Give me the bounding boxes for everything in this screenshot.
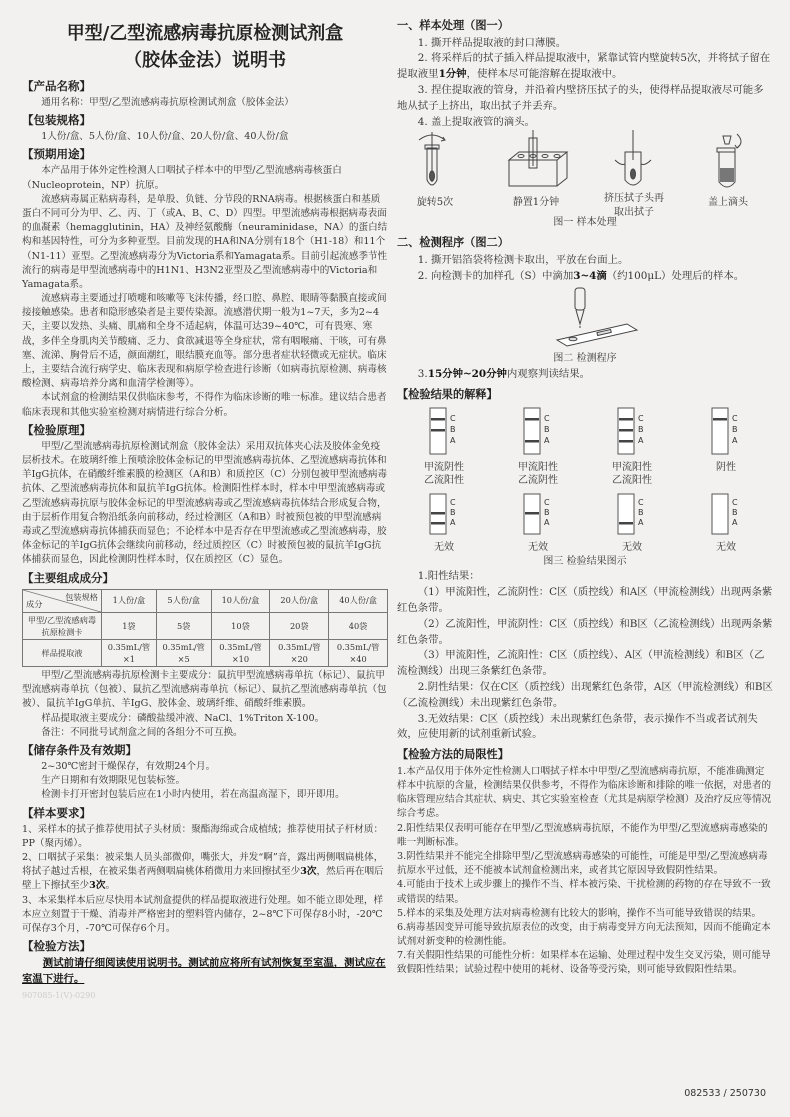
figure-2-drawing xyxy=(397,284,773,352)
figure-2-caption: 图二 检测程序 xyxy=(553,353,617,365)
strip-letter-b: B xyxy=(544,424,550,434)
result-strip-invalid xyxy=(498,492,578,555)
strip-letter-c: C xyxy=(732,413,738,423)
sample-item-2 xyxy=(22,851,388,894)
row-name: 甲型/乙型流感病毒抗原检测卡 xyxy=(23,612,102,639)
result-label: 无效 xyxy=(622,542,642,554)
proc-step-2-text: 2. 将采样后的拭子插入样品提取液中，紧靠试管内壁旋转5次，并将拭子留在提取液里 xyxy=(397,52,771,81)
strip-letter-a: A xyxy=(544,517,550,527)
col-header: 20人份/盒 xyxy=(270,589,329,612)
procedure-step-3-num: 3. xyxy=(417,368,428,381)
result-label: 无效 xyxy=(716,542,736,554)
strip-letter-c: C xyxy=(638,497,644,507)
procedure-step-3 xyxy=(397,367,773,383)
strip-letter-b: B xyxy=(450,507,456,517)
strip-icon xyxy=(612,492,652,536)
components-heading: 【主要组成成分】 xyxy=(22,570,114,585)
invalid-result: 3.无效结果：C区（质控线）未出现紫红色条带，表示操作不当或者试剂失效，应使用新的试剂重新试验。 xyxy=(397,712,758,741)
cell: 0.35mL/管×10 xyxy=(211,639,270,666)
document-title xyxy=(22,20,388,74)
tube-rotate-icon xyxy=(419,132,445,185)
proc-step-2-bold: 1分钟 xyxy=(438,68,467,81)
result-label: 无效 xyxy=(434,542,454,554)
strip-icon xyxy=(518,492,558,536)
sample-item-2-text-b: ，然后再在咽后壁上下擦拭至少 xyxy=(22,866,384,892)
results-figure-row-1 xyxy=(397,406,773,488)
strip-letter-b: B xyxy=(450,424,456,434)
limitations-heading: 【检验方法的局限性】 xyxy=(397,748,509,762)
tube-rack-icon xyxy=(509,130,567,186)
sample-item-2-bold-b: 3次 xyxy=(89,880,106,892)
cell: 10袋 xyxy=(211,612,270,639)
method-heading: 【检验方法】 xyxy=(22,939,91,954)
limitation-item: 2.阳性结果仅表明可能存在甲型/乙型流感病毒抗原，不能作为甲型/乙型流感病毒感染的唯一判断标准。 xyxy=(397,822,768,848)
product-name-text: 通用名称：甲型/乙型流感病毒抗原检测试剂盒（胶体金法） xyxy=(41,97,294,109)
cell: 0.35mL/管×5 xyxy=(156,639,211,666)
intended-use-heading: 【预期用途】 xyxy=(22,147,91,162)
result-label: 甲流阳性 乙流阳性 xyxy=(612,461,652,487)
procedure-heading: 二、检测程序（图二） xyxy=(397,236,509,250)
result-label: 甲流阳性 乙流阴性 xyxy=(518,461,558,487)
strip-icon xyxy=(424,406,464,456)
strip-letter-c: C xyxy=(732,497,738,507)
strip-icon xyxy=(518,406,558,456)
faded-code: 907085-1(V)-0290 xyxy=(22,990,96,1000)
procedure-step-2-bold: 3~4滴 xyxy=(573,269,607,282)
cell: 5袋 xyxy=(156,612,211,639)
result-label: 阴性 xyxy=(716,461,736,473)
strip-letter-b: B xyxy=(638,424,644,434)
strip-letter-a: A xyxy=(450,517,456,527)
proc-step-4: 4. 盖上提取液管的滴头。 xyxy=(417,115,535,128)
package-heading: 【包装规格】 xyxy=(22,113,91,128)
limitation-item: 7.有关假阳性结果的可能性分析：如果样本在运输、处理过程中发生交叉污染，则可能导致假阳性结果；试验过程中使用的耗材、设备等受污染，则可能导致假阳性结果。 xyxy=(397,950,771,976)
components-p3: 备注：不同批号试剂盒之间的各组分不可互换。 xyxy=(41,726,243,738)
col-header: 40人份/盒 xyxy=(329,589,388,612)
negative-result: 2.阴性结果：仅在C区（质控线）出现紫红色条带，A区（甲流检测线）和B区（乙流检测线）未出现紫红色条带。 xyxy=(397,681,773,709)
results-figure-row-2 xyxy=(397,492,773,555)
cell: 20袋 xyxy=(270,612,329,639)
strip-letter-c: C xyxy=(638,413,644,423)
storage-l1: 2~30℃密封干燥保存，有效期24个月。 xyxy=(41,761,216,773)
sample-heading: 【样本要求】 xyxy=(22,805,91,820)
procedure-step-1: 1. 撕开铝箔袋将检测卡取出，平放在台面上。 xyxy=(417,253,629,266)
positive-heading: 1.阳性结果： xyxy=(417,570,480,583)
figure-1 xyxy=(397,130,773,222)
strip-letter-c: C xyxy=(544,497,550,507)
diag-bottom-label: 成分 xyxy=(26,599,43,610)
storage-l3: 检测卡打开密封包装后应在1小时内使用，若在高温高湿下，即开即用。 xyxy=(41,789,345,801)
proc-step-2 xyxy=(397,51,773,83)
table-row xyxy=(23,639,388,666)
intended-use-p4: 本试剂盒的检测结果仅供临床参考，不得作为临床诊断的唯一标准。建议结合患者临床表现和其他实验室检测对病情进行综合分析。 xyxy=(22,392,387,418)
intended-use-p2: 流感病毒属正粘病毒科，是单股、负链、分节段的RNA病毒。根据核蛋白和基质蛋白不同可分为甲、乙、丙、丁（或A、B、C、D）四型。甲型流感病毒根据病毒表面的血凝素（hemagglutinin，HA）及神经氨酸酶（neuraminidase，NA）的蛋白结构和基因特性，可分为多种亚型。目前发现的HA和NA分别有18个（H1-18）和11个（N1-11）亚型。乙型流感病毒分为Victoria系和Yamagata系。目前引起流感季节性流行的病毒是甲型流感病毒中的H1N1、H3N2亚型及乙型流感病毒中的Victoria和Yamagata系。 xyxy=(22,193,388,290)
intended-use-p1: 本产品用于体外定性检测人口咽拭子样本中的甲型/乙型流感病毒核蛋白（Nucleoprotein，NP）抗原。 xyxy=(22,165,342,191)
positive-2: （2）乙流阳性，甲流阴性：C区（质控线）和B区（乙流检测线）出现两条紫红色条带。 xyxy=(397,617,773,646)
strip-letter-b: B xyxy=(638,507,644,517)
sample-item-3: 3、本采集样本后应尽快用本试剂盒提供的样品提取液进行处理。如不能立即处理，样本应立刻置于干燥、消毒并严格密封的塑料管内储存，2~8℃下可保存8小时，-20℃可保存3个月，-70℃可保存6个月。 xyxy=(22,894,384,934)
limitation-item: 3.阴性结果并不能完全排除甲型/乙型流感病毒感染的可能性，可能是甲型/乙型流感病毒抗原水平过低，还不能被本试剂盒检测出来，或者其它原因导致假阴性结果。 xyxy=(397,850,768,877)
diagonal-header-cell xyxy=(23,589,102,612)
limitation-item: 1.本产品仅用于体外定性检测人口咽拭子样本中甲型/乙型流感病毒抗原，不能准确测定样本中抗原的含量，检测结果仅供参考，不得作为临床诊断和排除的唯一依据，对患者的临床管理应结合其症状、病史、其它实验室检查（尤其是病原学检测）及治疗反应等情况综合考虑。 xyxy=(397,765,772,820)
procedure-step-3-bold: 15分钟~20分钟 xyxy=(427,368,507,381)
document-code: 082533 / 250730 xyxy=(684,1088,766,1099)
table-row xyxy=(23,612,388,639)
strip-letter-a: A xyxy=(638,435,644,445)
cell: 40袋 xyxy=(329,612,388,639)
result-strip-invalid xyxy=(686,492,766,555)
components-table-header xyxy=(23,589,388,612)
principle-text: 甲型/乙型流感病毒抗原检测试剂盒（胶体金法）采用双抗体夹心法及胶体金免疫层析技术。在玻璃纤维上预喷涂胶体金标记的甲型流感病毒抗体、乙型流感病毒抗体和羊IgG抗体，在硝酸纤维素膜的检测区（A和B）和质控区（C）分别包被甲型流感病毒抗体、乙型流感病毒抗体和鼠抗羊IgG抗体。检测阳性样本时，样本中甲型流感病毒或乙型流感病毒抗原与胶体金标记的甲型流感病毒或乙型流感病毒抗体结合形成复合物，由于层析作用复合物沿纸条向前移动，经过检测区（A和B）时被预包被的甲型流感病毒或乙型流感病毒抗体捕获而显色；不论样本中是否存在甲型流感或乙型流感病毒，胶体金标记的羊IgG抗体会继续向前移动，经过质控区（C）时被预包被的鼠抗羊IgG抗体捕获而显色，因此检测阴性样本时，仅在质控区（C）显色。 xyxy=(22,440,388,566)
left-column xyxy=(22,14,388,1002)
fig1-label-1: 旋转5次 xyxy=(416,197,454,209)
limitation-item: 5.样本的采集及处理方法对病毒检测有比较大的影响，操作不当可能导致错误的结果。 xyxy=(397,907,762,919)
result-strip-invalid xyxy=(592,492,672,555)
fig1-label-2: 静置1分钟 xyxy=(512,197,560,209)
storage-l2: 生产日期和有效期限见包装标签。 xyxy=(41,775,186,787)
result-strip-flu-a-pos xyxy=(498,406,578,488)
figure-1-caption: 图一 样本处理 xyxy=(553,217,617,229)
sample-item-1: 1、采样本的拭子推荐使用拭子头材质：聚酯海绵或合成植绒；推荐使用拭子杆材质：PP（聚丙烯）。 xyxy=(22,823,384,849)
strip-letter-a: A xyxy=(544,435,550,445)
strip-letter-a: A xyxy=(638,517,644,527)
strip-icon xyxy=(424,492,464,536)
figure-1-drawing xyxy=(397,130,773,196)
proc-step-1: 1. 撕开样品提取液的封口薄膜。 xyxy=(417,36,567,49)
strip-letter-b: B xyxy=(732,424,738,434)
principle-heading: 【检验原理】 xyxy=(22,422,91,437)
strip-letter-a: A xyxy=(732,435,738,445)
diag-top-label: 包装规格 xyxy=(65,591,98,602)
proc-step-3: 3. 捏住提取液的管身，并沿着内壁挤压拭子的头，使得样品提取液尽可能多地从拭子上挤出，取出拭子并丢弃。 xyxy=(397,84,764,112)
strip-letter-c: C xyxy=(450,413,456,423)
result-strip-negative xyxy=(686,406,766,488)
cell: 0.35mL/管×20 xyxy=(270,639,329,666)
method-text: 测试前请仔细阅读使用说明书。测试前应将所有试剂恢复至室温，测试应在室温下进行。 xyxy=(22,957,386,985)
result-label: 甲流阴性 乙流阳性 xyxy=(424,461,464,487)
sample-item-2-bold: 3次 xyxy=(300,866,317,878)
procedure-step-3-end: 内观察判读结果。 xyxy=(506,368,591,381)
strip-letter-a: A xyxy=(732,517,738,527)
strip-letter-a: A xyxy=(450,435,456,445)
strip-icon xyxy=(612,406,652,456)
components-p1: 甲型/乙型流感病毒抗原检测卡主要成分：鼠抗甲型流感病毒单抗（标记）、鼠抗甲型流感病毒单抗（包被）、鼠抗乙型流感病毒单抗（标记）、鼠抗乙型流感病毒单抗（包被）、鼠抗羊IgG单抗、羊IgG、胶体金、玻璃纤维、硝酸纤维素膜。 xyxy=(22,670,387,710)
procedure-step-2 xyxy=(397,269,773,285)
fig1-label-4: 盖上滴头 xyxy=(708,197,748,209)
storage-heading: 【储存条件及有效期】 xyxy=(22,743,137,758)
positive-3: （3）甲流阳性，乙流阳性：C区（质控线）、A区（甲流检测线）和B区（乙流检测线）出现三条紫红色条带。 xyxy=(397,649,765,678)
col-header: 1人份/盒 xyxy=(102,589,157,612)
proc-step-2-end: ，使样本尽可能溶解在提取液中。 xyxy=(466,68,623,81)
result-strip-invalid xyxy=(404,492,484,555)
strip-icon xyxy=(706,492,746,536)
row-name: 样品提取液 xyxy=(23,639,102,666)
procedure-step-2-text: 2. 向检测卡的加样孔（S）中滴加 xyxy=(417,269,574,282)
procedure-step-2-end: （约100μL）处理后的样本。 xyxy=(606,269,745,282)
sample-processing-heading: 一、样本处理（图一） xyxy=(397,19,509,32)
test-card-icon xyxy=(557,324,637,346)
strip-letter-b: B xyxy=(732,507,738,517)
sample-item-2-text: 2、口咽拭子采集：被采集人员头部微仰，嘴张大，并发“啊”音，露出两侧咽扁桃体，将拭子越过舌根，在被采集者两侧咽扁桃体稍微用力来回擦拭至少 xyxy=(22,851,384,878)
col-header: 5人份/盒 xyxy=(156,589,211,612)
sample-item-2-end: 。 xyxy=(105,880,116,892)
result-strip-both-pos xyxy=(592,406,672,488)
components-table xyxy=(22,589,388,668)
right-column xyxy=(397,14,773,978)
positive-1: （1）甲流阳性，乙流阴性：C区（质控线）和A区（甲流检测线）出现两条紫红色条带。 xyxy=(397,586,773,614)
limitation-item: 4.可能由于技术上或步骤上的操作不当、样本被污染、干扰检测的药物的存在导致不一致或错误的结果。 xyxy=(397,879,771,905)
result-label: 无效 xyxy=(528,542,548,554)
dropper-icon xyxy=(575,288,585,328)
cap-tube-icon xyxy=(717,134,741,187)
col-header: 10人份/盒 xyxy=(211,589,270,612)
fig1-label-3: 挤压拭子头再取出拭子 xyxy=(604,193,664,218)
limitation-item: 6.病毒基因变异可能导致抗原表位的改变，由于病毒变异方向无法预知，因而不能确定本试剂对新变种的检测性能。 xyxy=(397,921,771,948)
product-name-heading: 【产品名称】 xyxy=(22,79,91,93)
strip-letter-c: C xyxy=(544,413,550,423)
strip-icon xyxy=(706,406,746,456)
package-text: 1人份/盒、5人份/盒、10人份/盒、20人份/盒、40人份/盒 xyxy=(41,131,289,143)
title-line-2: （胶体金法）说明书 xyxy=(124,50,286,71)
intended-use-p3: 流感病毒主要通过打喷嚏和咳嗽等飞沫传播，经口腔、鼻腔、眼睛等黏膜直接或间接接触感染。患者和隐形感染者是主要传染源。流感潜伏期一般为1~7天，多为2~4天，主要以发热、头痛、肌痛和全身不适起病，体温可达39~40℃，可有畏寒、寒战，多伴全身肌肉关节酸痛、乏力、食欲减退等全身症状，常有咽喉痛、干咳，可有鼻塞、流涕、胸骨后不适，颜面潮红，眼结膜充血等。部分患者症状轻微或无症状。临床上，主要结合流行病学史、临床表现和病原学检查进行诊断（如病毒抗原检测、病毒核酸检测、病毒培养分离和血清学检测等）。 xyxy=(22,293,387,390)
strip-letter-b: B xyxy=(544,507,550,517)
cell: 1袋 xyxy=(102,612,157,639)
squeeze-tube-icon xyxy=(615,130,651,185)
components-p2: 样品提取液主要成分：磷酸盐缓冲液、NaCl、1%Triton X-100。 xyxy=(41,712,325,724)
cell: 0.35mL/管×40 xyxy=(329,639,388,666)
results-heading: 【检验结果的解释】 xyxy=(397,388,498,402)
strip-letter-c: C xyxy=(450,497,456,507)
cell: 0.35mL/管×1 xyxy=(102,639,157,666)
title-line-1: 甲型/乙型流感病毒抗原检测试剂盒 xyxy=(66,23,344,44)
figure-3-caption: 图三 检验结果图示 xyxy=(543,555,627,567)
result-strip-flu-b-pos xyxy=(404,406,484,488)
